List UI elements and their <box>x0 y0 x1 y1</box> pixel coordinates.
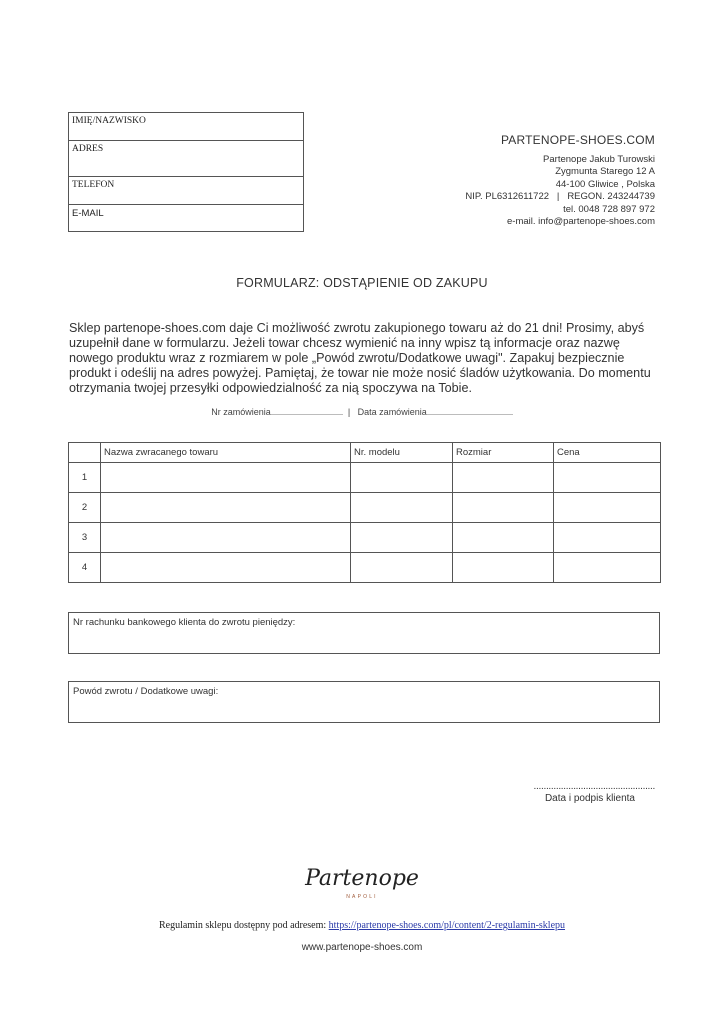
price-cell[interactable] <box>554 553 661 583</box>
bank-account-field[interactable] <box>68 612 660 654</box>
footer-rules <box>0 920 724 931</box>
phone-field[interactable] <box>69 177 303 205</box>
table-row <box>69 493 661 523</box>
size-cell[interactable] <box>453 463 554 493</box>
signature-label: Data i podpis klienta <box>544 793 635 804</box>
model-number-cell[interactable] <box>351 553 453 583</box>
intro-paragraph: Sklep partenope-shoes.com daje Ci możliwość zwrotu zakupionego towaru aż do 21 dni! Prosimy, abyś uzupełnił dane w formularzu. Jeżeli towar chcesz wymienić na inny wpisz tą informacje oraz nazwę nowego produktu wraz z rozmiarem w pole „Powód zwrotu/Dodatkowe uwagi". Zapakuj bezpiecznie produkt i odeślij na adres powyżej. Pamiętaj, że towar nie może nosić śladów użytkowania. Do momentu otrzymania twojej przesyłki odpowiedzialność za nią spoczywa na Tobie. <box>69 321 651 395</box>
order-info-line <box>0 407 724 417</box>
table-row <box>69 523 661 553</box>
rules-link[interactable]: https://partenope-shoes.com/pl/content/2-regulamin-sklepu <box>328 920 566 931</box>
product-name-cell[interactable] <box>101 463 351 493</box>
table-row <box>69 463 661 493</box>
company-site: PARTENOPE-SHOES.COM <box>500 133 655 147</box>
company-tax-ids: NIP. PL6312611722 | REGON. 243244739 <box>465 191 655 203</box>
phone-label: TELEFON <box>72 180 115 190</box>
model-number-cell[interactable] <box>351 493 453 523</box>
company-street: Zygmunta Starego 12 A <box>555 166 655 178</box>
bank-account-label: Nr rachunku bankowego klienta do zwrotu pieniędzy: <box>73 617 296 628</box>
address-field[interactable] <box>69 141 303 177</box>
header-price: Cena <box>554 443 661 463</box>
table-row <box>69 553 661 583</box>
table-header-row <box>69 443 661 463</box>
logo-brand-text: Partenope <box>305 866 419 891</box>
order-date-label: Data zamówienia <box>357 407 427 417</box>
row-number: 3 <box>69 523 101 553</box>
name-field[interactable] <box>69 113 303 141</box>
name-label: IMIĘ/NAZWISKO <box>72 116 146 126</box>
size-cell[interactable] <box>453 553 554 583</box>
order-number-label: Nr zamówienia <box>211 407 271 417</box>
logo-sub-text: NAPOLI <box>346 894 378 900</box>
model-number-cell[interactable] <box>351 463 453 493</box>
row-number: 2 <box>69 493 101 523</box>
email-field[interactable] <box>69 205 303 231</box>
price-cell[interactable] <box>554 523 661 553</box>
company-owner: Partenope Jakub Turowski <box>543 154 655 165</box>
address-label: ADRES <box>72 144 104 154</box>
customer-data-box <box>68 112 304 232</box>
rules-text: Regulamin sklepu dostępny pod adresem: <box>158 920 329 931</box>
return-reason-label: Powód zwrotu / Dodatkowe uwagi: <box>73 686 219 697</box>
company-city: 44-100 Gliwice , Polska <box>555 178 655 190</box>
company-info <box>465 133 655 228</box>
email-label: E-MAIL <box>72 208 104 219</box>
price-cell[interactable] <box>554 463 661 493</box>
footer-website[interactable]: www.partenope-shoes.com <box>301 942 423 953</box>
partenope-logo <box>0 858 724 907</box>
row-number: 4 <box>69 553 101 583</box>
product-name-cell[interactable] <box>101 493 351 523</box>
order-separator: | <box>347 407 351 417</box>
header-product-name: Nazwa zwracanego towaru <box>101 443 351 463</box>
row-number: 1 <box>69 463 101 493</box>
product-name-cell[interactable] <box>101 523 351 553</box>
size-cell[interactable] <box>453 523 554 553</box>
form-title: FORMULARZ: ODSTĄPIENIE OD ZAKUPU <box>236 276 488 290</box>
return-reason-field[interactable] <box>68 681 660 723</box>
product-name-cell[interactable] <box>101 553 351 583</box>
header-model-number: Nr. modelu <box>351 443 453 463</box>
logo-graphic <box>305 858 419 902</box>
company-email: e-mail. info@partenope-shoes.com <box>507 216 655 228</box>
signature-line[interactable]: ................................................. <box>533 781 655 792</box>
size-cell[interactable] <box>453 493 554 523</box>
order-number-field[interactable]: .................................... <box>270 407 343 417</box>
company-phone: tel. 0048 728 897 972 <box>563 203 655 215</box>
header-number <box>69 443 101 463</box>
order-date-field[interactable]: ........................................... <box>426 407 513 417</box>
model-number-cell[interactable] <box>351 523 453 553</box>
returned-products-table <box>68 442 661 583</box>
price-cell[interactable] <box>554 493 661 523</box>
header-size: Rozmiar <box>453 443 554 463</box>
